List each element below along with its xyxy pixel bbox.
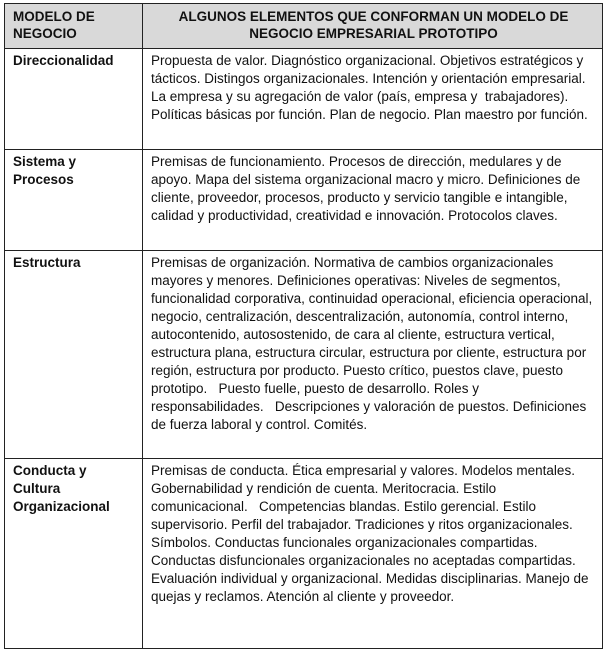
header-model: MODELO DE NEGOCIO (5, 4, 143, 49)
table-row (5, 49, 603, 150)
row-label-conducta-cultura: Conducta y Cultura Organizacional (5, 459, 143, 649)
row-text-conducta-cultura: Premisas de conducta. Ética empresarial y valores. Modelos mentales. Gobernabilidad y rendición de cuenta. Meritocracia. Estilo comunicacional. Competencias blandas. Estilo gerencial. Estilo supervisorio. Perfil del trabajador. Tradiciones y ritos organizacionales. Símbolos. Conductas funcionales organizacionales compartidas. Conductas disfuncionales organizacionales no aceptadas compartidas. Evaluación individual y organizacional. Medidas disciplinarias. Manejo de quejas y reclamos. Atención al cliente y proveedor. (143, 459, 603, 649)
table-row (5, 150, 603, 251)
row-text-direccionalidad: Propuesta de valor. Diagnóstico organizacional. Objetivos estratégicos y tácticos. Distingos organizacionales. Intención y orientación empresarial. La empresa y su agregación de valor (país, empresa y trabajadores). Políticas básicas por función. Plan de negocio. Plan maestro por función. (143, 49, 603, 150)
row-text-estructura: Premisas de organización. Normativa de cambios organizacionales mayores y menores. Definiciones operativas: Niveles de segmentos, funcionalidad corporativa, continuidad operacional, eficiencia operacional, negocio, centralización, descentralización, autonomía, control interno, autocontenido, autosostenido, de cara al cliente, estructura vertical, estructura plana, estructura circular, estructura por cliente, estructura por región, estructura por producto. Puesto crítico, puestos clave, puesto prototipo. Puesto fuelle, puesto de desarrollo. Roles y responsabilidades. Descripciones y valoración de puestos. Definiciones de fuerza laboral y control. Comités. (143, 251, 603, 459)
business-model-table (4, 3, 603, 649)
row-label-direccionalidad: Direccionalidad (5, 49, 143, 150)
header-elements: ALGUNOS ELEMENTOS QUE CONFORMAN UN MODELO DE NEGOCIO EMPRESARIAL PROTOTIPO (143, 4, 603, 49)
table-row (5, 251, 603, 459)
table-header-row (5, 4, 603, 49)
table-row (5, 459, 603, 649)
row-label-estructura: Estructura (5, 251, 143, 459)
row-label-sistema-procesos: Sistema y Procesos (5, 150, 143, 251)
row-text-sistema-procesos: Premisas de funcionamiento. Procesos de dirección, medulares y de apoyo. Mapa del sistema organizacional macro y micro. Definiciones de cliente, proveedor, procesos, producto y servicio tangible e intangible, calidad y productividad, creatividad e innovación. Protocolos claves. (143, 150, 603, 251)
